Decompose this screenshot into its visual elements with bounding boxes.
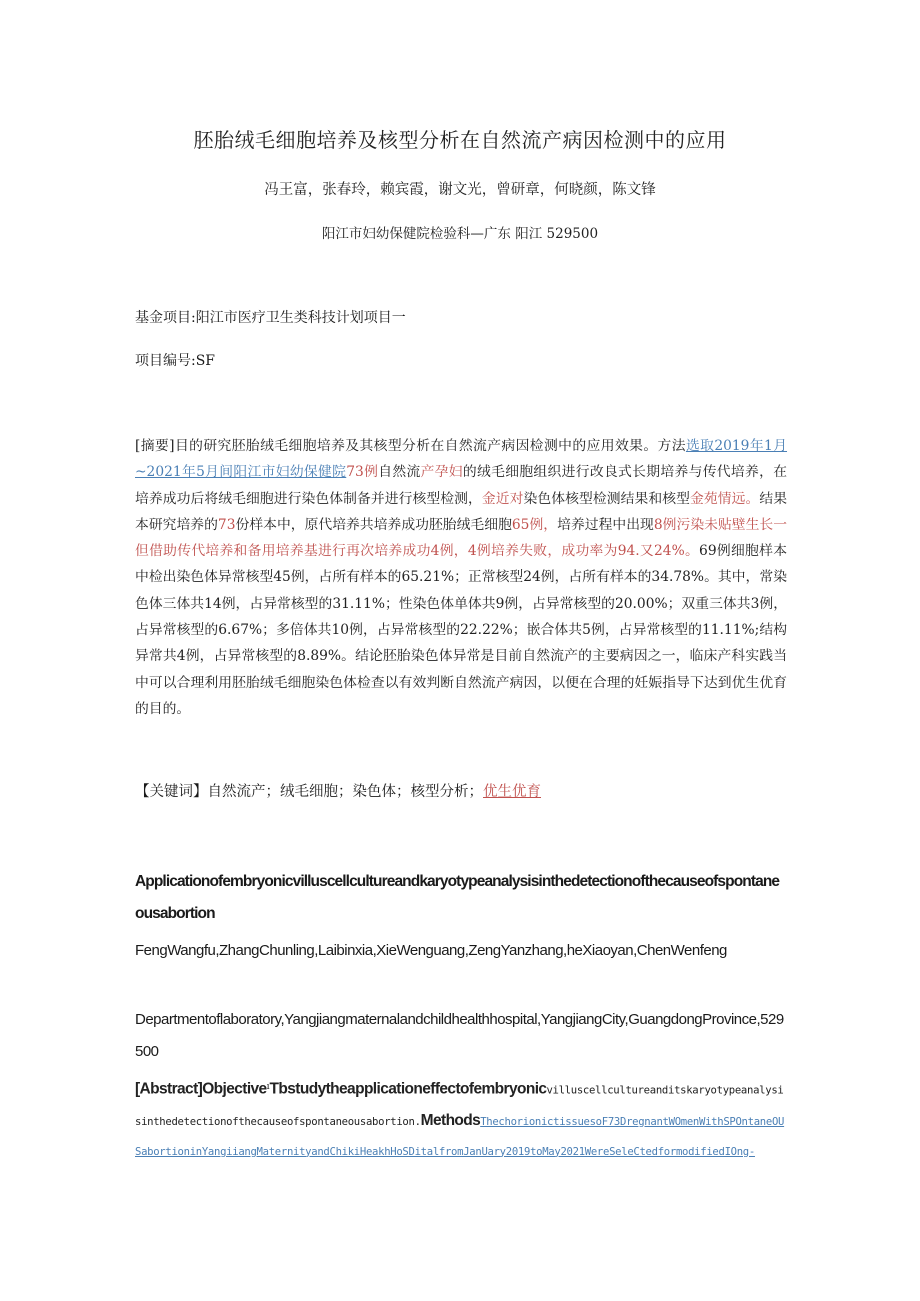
page-title: 胚胎绒毛细胞培养及核型分析在自然流产病因检测中的应用 bbox=[193, 128, 727, 152]
keywords-label: 【关键词】自然流产；绒毛细胞；染色体；核型分析； bbox=[135, 784, 483, 800]
abstract-highlight: 65例， bbox=[511, 516, 558, 533]
abstract-highlight: 73例 bbox=[346, 464, 379, 481]
abstract-text: 自然流 bbox=[378, 464, 421, 481]
english-abstract bbox=[135, 1072, 787, 1167]
abstract-link-text[interactable]: 选取2019年1月~2021年5月间阳江市妇幼保健院 bbox=[135, 438, 788, 481]
methods-label: Methods bbox=[420, 1111, 481, 1129]
abstract-text: 培养过程中出现 bbox=[557, 516, 654, 533]
abstract-text: 69例细胞样本中检出染色体异常核型45例，占所有样本的65.21%；正常核型24例，占所有样本的34.78%。其中，常染色体三体共14例，占异常核型的31.11%；性染色体单体共9例，占异常核型的20.00%；双重三体共3例，占异常核型的6.67%；多倍体共10例，占异常核型的22.22%；嵌合体共5例，占异常核型的11.11%;结构异常共4例，占异常核型的8.89%。结论胚胎染色体异常是目前自然流产的主要病因之一，临床产科实践当中可以合理利用胚胎绒毛细胞染色体检查以有效判断自然流产病因，以便在合理的妊娠指导下达到优生优育的目的。 bbox=[135, 543, 787, 717]
abstract-highlight: 73 bbox=[217, 516, 236, 533]
abstract-text: 染色体核型检测结果和核型 bbox=[523, 490, 690, 507]
abstract-mark: ı bbox=[266, 1081, 270, 1092]
chinese-abstract bbox=[135, 433, 787, 722]
abstract-highlight: 金苑情远。 bbox=[689, 490, 760, 507]
abstract-highlight: 产孕妇 bbox=[420, 464, 463, 481]
abstract-text: [摘要]目的研究胚胎绒毛细胞培养及其核型分析在自然流产病因检测中的应用效果。方法 bbox=[135, 438, 686, 454]
affiliation-line: 阳江市妇幼保健院检验科—广东 阳江 529500 bbox=[321, 226, 599, 242]
methods-link-text[interactable]: ThechorionictissuesoF73DregnantWOmenWithSPOntaneOUSabortioninYangiiangMaternityandChikiHeakhHoSDitalfromJanUary2019toMay2021WereSeleCtedformodifiedIOng- bbox=[135, 1115, 785, 1158]
abstract-objective-mono: villuscellcultureanditskaryotypeanalysisinthedetectionofthecauseofspontaneousabortion. bbox=[135, 1084, 784, 1128]
abstract-text: 的绒毛细胞组织进行改良式长期培养与传代培养，在培养成功后将绒毛细胞进行染色体制备并进行核型检测， bbox=[135, 464, 788, 507]
abstract-label: [Abstract]Objective bbox=[135, 1080, 267, 1098]
abstract-highlight: 8例污染未贴壁生长一但借助传代培养和备用培养基进行再次培养成功4例，4例培养失败，成功率为94.又24%。 bbox=[135, 516, 788, 560]
keywords-line bbox=[135, 780, 541, 801]
fund-project: 基金项目:阳江市医疗卫生类科技计划项目一 bbox=[135, 310, 406, 326]
authors-line: 冯王富，张春玲，赖宾霞，谢文光，曾研章，何晓颜，陈文锋 bbox=[264, 182, 656, 198]
abstract-text: 结果本研究培养的 bbox=[135, 490, 788, 533]
abstract-text: 份样本中，原代培养共培养成功胚胎绒毛细胞 bbox=[235, 516, 512, 533]
abstract-objective-text: Tbstudytheapplicationeffectofembryonic bbox=[269, 1080, 547, 1098]
english-department: Departmentoflaboratory,Yangjiangmaternalandchildhealthhospital,YangjiangCity,GuangdongProvince,529500 bbox=[135, 1011, 784, 1060]
english-authors: FengWangfu,ZhangChunling,Laibinxia,XieWenguang,ZengYanzhang,heXiaoyan,ChenWenfeng bbox=[135, 942, 727, 959]
abstract-highlight: 金近对 bbox=[481, 490, 524, 507]
project-number: 项目编号:SF bbox=[135, 353, 216, 369]
english-title: Applicationofembryonicvilluscellcultureandkaryotypeanalysisinthedetectionofthecauseofspontaneousabortion bbox=[135, 873, 780, 922]
keyword-link[interactable]: 优生优育 bbox=[483, 784, 541, 800]
